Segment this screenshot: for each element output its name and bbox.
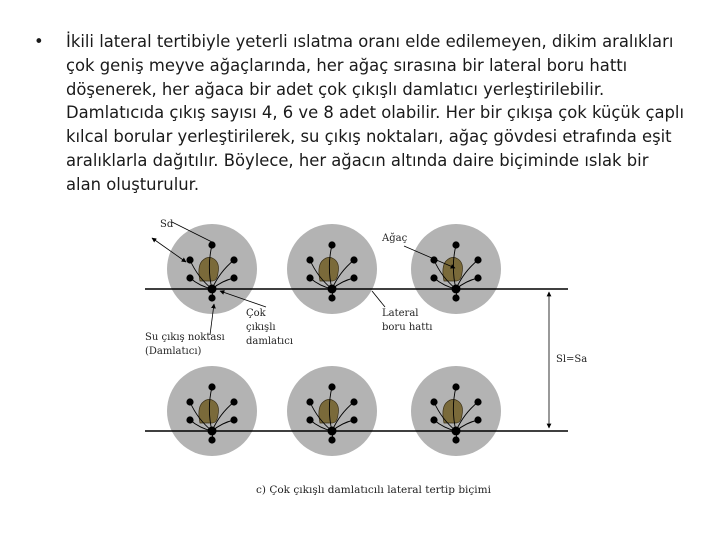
emitter-point	[350, 416, 357, 423]
emitter-point	[306, 256, 313, 263]
emitter-point	[186, 398, 193, 405]
text-line: aralıklarla dağıtılır. Böylece, her ağacın altında daire biçiminde ıslak bir	[66, 150, 649, 170]
emitter-point	[208, 241, 215, 248]
emitter-point	[350, 398, 357, 405]
tree-trunk	[443, 257, 463, 281]
emitter-point	[452, 294, 459, 301]
emitter-point	[474, 398, 481, 405]
emitter-point	[306, 398, 313, 405]
emitter-point	[430, 416, 437, 423]
text-line: alan oluşturulur.	[66, 174, 200, 194]
emitter-point	[230, 256, 237, 263]
tree-unit	[167, 224, 257, 314]
emitter-point	[230, 416, 237, 423]
emitter-point	[230, 398, 237, 405]
emitter-point	[186, 274, 193, 281]
emitter-point	[306, 416, 313, 423]
emitter-point	[430, 398, 437, 405]
tree-label: Ağaç	[382, 233, 408, 244]
water-outlet-label: Su çıkış noktası (Damlatıcı)	[145, 332, 225, 357]
emitter-point	[208, 294, 215, 301]
emitter-point	[186, 256, 193, 263]
emitter-point	[474, 416, 481, 423]
tree-unit	[287, 224, 377, 314]
tree-unit	[287, 366, 377, 456]
emitter-point	[452, 241, 459, 248]
lateral-pipe-label: Lateral boru hattı	[382, 308, 433, 333]
emitter-point	[230, 274, 237, 281]
emitter-point	[350, 274, 357, 281]
emitter-point	[350, 256, 357, 263]
tree-trunk	[319, 257, 339, 281]
multi-outlet-dripper-label: Çok çıkışlı damlatıcı	[246, 308, 294, 347]
emitter-point	[452, 436, 459, 443]
tree-unit	[411, 366, 501, 456]
emitter-point	[328, 383, 335, 390]
emitter-point	[208, 436, 215, 443]
emitter-point	[208, 383, 215, 390]
text-line: döşenerek, her ağaca bir adet çok çıkışlı damlatıcı yerleştirilebilir.	[66, 79, 605, 99]
tree-trunk	[199, 399, 219, 423]
emitter-point	[186, 416, 193, 423]
figure-caption: c) Çok çıkışlı damlatıcılı lateral tertip biçimi	[256, 484, 491, 496]
lateral-pipe-pointer	[372, 291, 385, 307]
sd-label: Sd	[160, 219, 174, 230]
tree-trunk	[319, 399, 339, 423]
emitter-point	[328, 294, 335, 301]
text-line: Damlatıcıda çıkış sayısı 4, 6 ve 8 adet olabilir. Her bir çıkışa çok küçük çaplı	[66, 103, 685, 123]
text-line: çok geniş meyve ağaçlarında, her ağaç sırasına bir lateral boru hattı	[66, 55, 628, 75]
emitter-point	[474, 274, 481, 281]
tree-trunk	[199, 257, 219, 281]
emitter-point	[474, 256, 481, 263]
row-spacing-label: Sl=Sa	[556, 354, 588, 365]
tree-unit	[411, 224, 501, 314]
text-line: kılcal borular yerleştirilerek, su çıkış noktaları, ağaç gövdesi etrafında eşit	[66, 127, 672, 147]
tree-unit	[167, 366, 257, 456]
tree-trunk	[443, 399, 463, 423]
text-line: İkili lateral tertibiyle yeterli ıslatma oranı elde edilemeyen, dikim aralıkları	[66, 32, 674, 51]
emitter-point	[328, 241, 335, 248]
bullet-dot: •	[34, 32, 44, 51]
emitter-point	[430, 274, 437, 281]
emitter-point	[452, 383, 459, 390]
emitter-point	[306, 274, 313, 281]
emitter-point	[328, 436, 335, 443]
